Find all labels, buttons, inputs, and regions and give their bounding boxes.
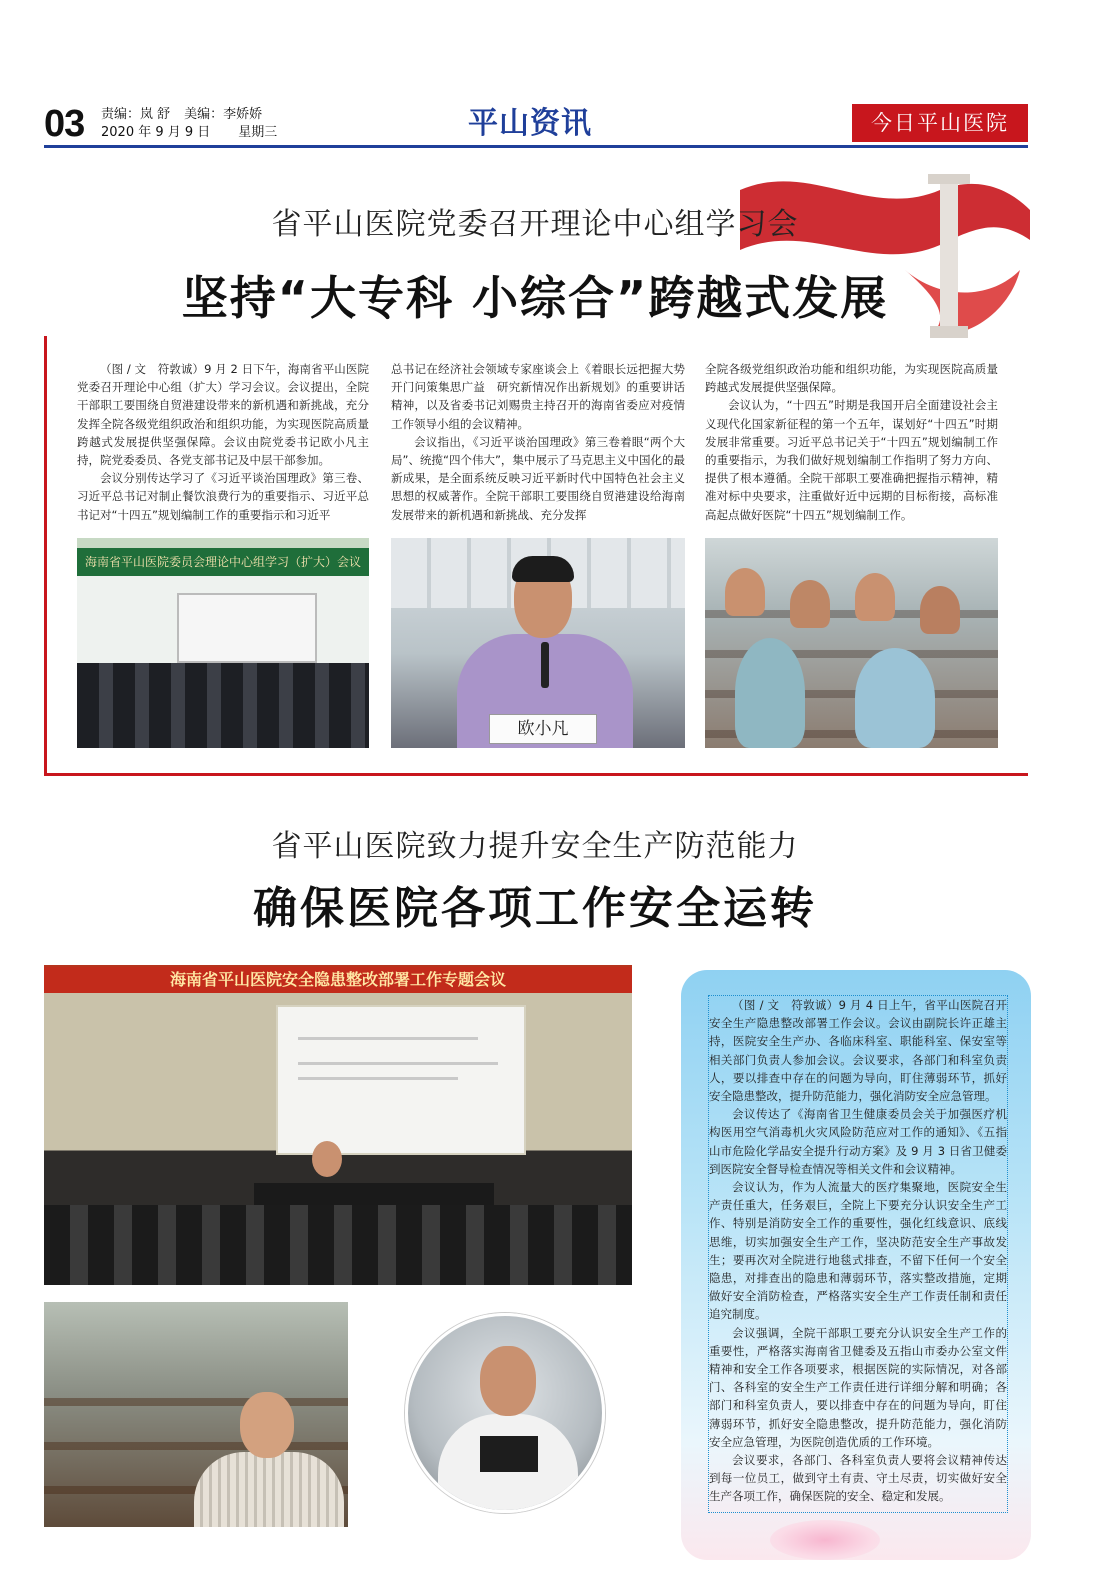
article2-subtitle: 省平山医院致力提升安全生产防范能力 (271, 829, 799, 864)
document-folder (480, 1436, 538, 1472)
article1-column-1 (77, 360, 369, 524)
paragraph: 会议要求，各部门、各科室负责人要将会议精神传达到每一位员工，做到守土有责、守土尽责，切实做好安全生产各项工作，确保医院的安全、稳定和发展。 (709, 1453, 1007, 1504)
attendee (790, 580, 830, 628)
flower-decoration (770, 1520, 880, 1560)
huabiao-base (930, 326, 968, 338)
issue-date: 2020 年 9 月 9 日 (101, 125, 211, 140)
paragraph: 会议强调，全院干部职工要充分认识安全生产工作的重要性，严格落实海南省卫健委及五指山市委办公室文件精神和安全工作各项要求，根据医院的实际情况，对各部门、各科室的安全生产工作责任进行详细分解和明确；各部门和科室负责人，要以排查中存在的问题为导向，盯住薄弱环节，抓好安全隐患整改，提升防范能力，强化消防安全应急管理，为医院创造优质的工作环境。 (709, 1325, 1007, 1449)
paragraph: 会议指出，《习近平谈治国理政》第三卷着眼“两个大局”、统揽“四个伟大”，集中展示了马克思主义中国化的最新成果，是全面系统反映习近平新时代中国特色社会主义思想的权威著作。全院干部职工要围绕自贸港建设给海南发展带来的新机遇和新挑战、充分发挥 (391, 434, 685, 522)
designer-credit: 美编：李娇娇 (184, 107, 263, 122)
speaker-hair (512, 556, 574, 582)
projection-screen (276, 1005, 526, 1155)
screen-text-line (298, 1062, 498, 1065)
audience (77, 663, 369, 748)
paragraph: 会议分别传达学习了《习近平谈治国理政》第三卷、习近平总书记对制止餐饮浪费行为的重要指示、习近平总书记对“十四五”规划编制工作的重要指示和习近平 (77, 471, 369, 522)
official-face (480, 1346, 536, 1416)
screen-text-line (298, 1037, 478, 1040)
photo-attendees-notes (705, 538, 998, 748)
article1-column-3 (705, 360, 998, 524)
attendee-shirt (194, 1452, 344, 1527)
projection-screen (177, 593, 317, 663)
article2-title: 确保医院各项工作安全运转 (253, 883, 817, 934)
header-rule (44, 145, 1028, 148)
screen-text-line (298, 1077, 458, 1080)
huabiao-top (928, 174, 970, 184)
attendee-face (240, 1392, 294, 1458)
article1-frame-left (44, 336, 47, 776)
article1-title: 坚持“大专科 小综合”跨越式发展 (181, 271, 889, 325)
attendee (725, 568, 765, 616)
audience (44, 1205, 632, 1285)
attendee (735, 638, 805, 748)
attendee (855, 573, 895, 621)
article1-column-2 (391, 360, 685, 524)
photo-official-reading (405, 1313, 605, 1513)
attendee (855, 648, 935, 748)
photo-meeting-hall (77, 538, 369, 748)
article2-body (708, 995, 1008, 1513)
photo-banner: 海南省平山医院委员会理论中心组学习（扩大）会议 (77, 548, 369, 576)
header-meta (101, 106, 277, 142)
paragraph: （图 / 文 符敦诚）9 月 2 日下午，海南省平山医院党委召开理论中心组（扩大）学习会议。会议提出，全院干部职工要围绕自贸港建设带来的新机遇和新挑战，充分发挥全院各级党组织政治和组织功能，为实现医院高质量跨越式发展提供坚强保障。会议由院党委书记欧小凡主持，院党委委员、各党支部书记及中层干部参加。 (77, 362, 369, 468)
article1-frame-bottom (44, 773, 1028, 776)
paragraph: 会议认为，“十四五”时期是我国开启全面建设社会主义现代化国家新征程的第一个五年，谋划好“十四五”时期发展非常重要。习近平总书记关于“十四五”规划编制工作的重要指示，为我们做好规划编制工作指明了努力方向、提供了根本遵循。全院干部职工要准确把握指示精神，精准对标中央要求，注重做好近中远期的目标衔接，高标准高起点做好医院“十四五”规划编制工作。 (705, 398, 998, 522)
editor-credit: 责编：岚 舒 (101, 107, 171, 122)
brand-label: 今日平山医院 (852, 104, 1028, 142)
microphone (541, 642, 549, 688)
presiding-official (312, 1141, 342, 1177)
photo-safety-meeting (44, 965, 632, 1285)
paragraph: 总书记在经济社会领域专家座谈会上《着眼长远把握大势开门问策集思广益 研究新情况作出新规划》的重要讲话精神，以及省委书记刘赐贵主持召开的海南省委应对疫情工作领导小组的会议精神。 (391, 362, 685, 431)
issue-weekday: 星期三 (238, 125, 278, 140)
page-number: 03 (44, 103, 85, 145)
photo-banner: 海南省平山医院安全隐患整改部署工作专题会议 (44, 967, 632, 993)
photo-speaker (391, 538, 685, 748)
section-title: 平山资讯 (468, 106, 592, 141)
paragraph: （图 / 文 符敦诚）9 月 4 日上午，省平山医院召开安全生产隐患整改部署工作会议。会议由副院长许正雄主持，医院安全生产办、各临床科室、职能科室、保安室等相关部门负责人参加会议。会议要求，各部门和科室负责人，要以排查中存在的问题为导向，盯住薄弱环节，抓好安全隐患整改，提升防范能力，强化消防安全应急管理。 (709, 998, 1007, 1104)
attendee (920, 586, 960, 634)
article1-subtitle: 省平山医院党委召开理论中心组学习会 (271, 207, 799, 242)
photo-attendees (44, 1302, 348, 1527)
paragraph: 会议传达了《海南省卫生健康委员会关于加强医疗机构医用空气消毒机火灾风险防范应对工作的通知》、《五指山市危险化学品安全提升行动方案》及 9 月 3 日省卫健委到医院安全督导检查情况等相关文件和会议精神。 (709, 1107, 1007, 1176)
paragraph: 全院各级党组织政治功能和组织功能，为实现医院高质量跨越式发展提供坚强保障。 (705, 362, 998, 395)
paragraph: 会议认为，作为人流量大的医疗集聚地，医院安全生产责任重大，任务艰巨，全院上下要充分认识安全生产工作、特别是消防安全工作的重要性，强化红线意识、底线思维，切实加强安全生产工作，坚决防范安全生产事故发生；要再次对全院进行地毯式排查，不留下任何一个安全隐患，对排查出的隐患和薄弱环节，落实整改措施，定期做好安全消防检查，严格落实安全生产工作责任制和责任追究制度。 (709, 1180, 1007, 1322)
nameplate: 欧小凡 (489, 714, 597, 744)
